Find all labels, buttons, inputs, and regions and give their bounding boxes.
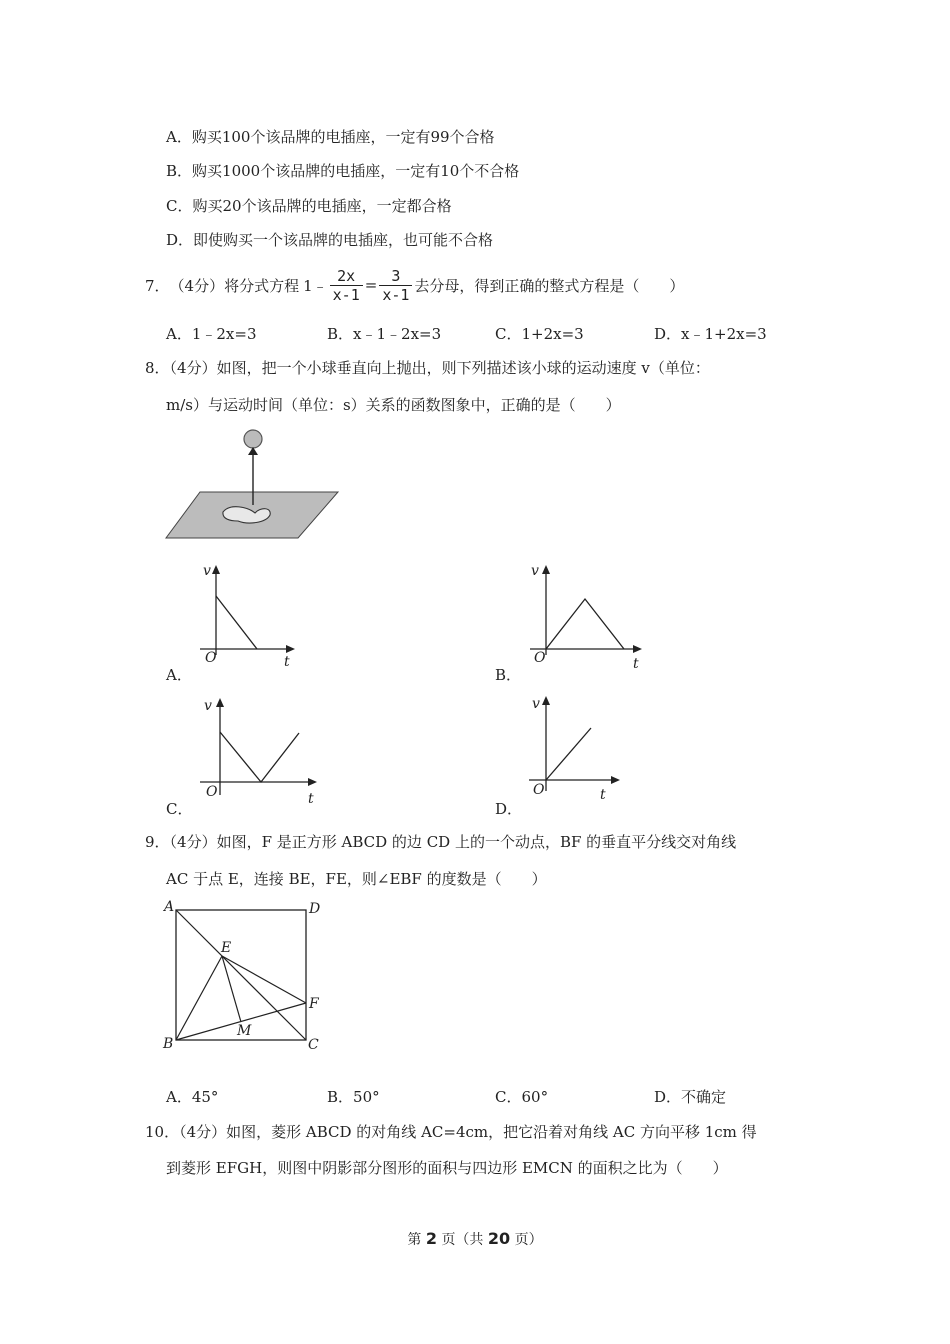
- q9-square-figure: [160, 896, 335, 1056]
- point-b-label: B: [163, 1036, 174, 1052]
- hand-icon: [223, 507, 270, 523]
- graph-a-line: [216, 596, 257, 649]
- q6-option-b: B．购买1000个该品牌的电插座，一定有10个不合格: [166, 162, 520, 180]
- point-c-label: C: [308, 1037, 319, 1053]
- q7-fraction-2-denominator: x-1: [382, 285, 410, 304]
- q6-option-a: A．购买100个该品牌的电插座，一定有99个合格: [166, 128, 495, 146]
- q10-line-1: 10．（4分）如图，菱形 ABCD 的对角线 AC=4cm，把它沿着对角线 AC 方向平移 1cm 得: [145, 1123, 757, 1141]
- q9-line-2: AC 于点 E，连接 BE，FE，则∠EBF 的度数是（ ）: [166, 870, 547, 888]
- graph-b-origin-label: O: [534, 650, 546, 666]
- point-a-label: A: [164, 899, 175, 915]
- q7-number: 7．: [145, 276, 170, 295]
- q8-option-c: C．: [166, 800, 193, 818]
- q7-fraction-1: [330, 267, 363, 304]
- graph-d-origin-label: O: [533, 782, 545, 798]
- graph-c-line: [220, 732, 299, 782]
- footer-total-pages: 20: [487, 1229, 511, 1248]
- q7-option-d: D．x﹣1+2x=3: [654, 325, 767, 343]
- graph-d-v-label: v: [532, 696, 540, 712]
- footer-pre: 第: [407, 1232, 422, 1248]
- q7-fraction-1-numerator: 2x: [330, 267, 363, 286]
- graph-c-origin-label: O: [206, 784, 218, 800]
- q7-fraction-2-numerator: 3: [379, 267, 412, 286]
- q7-eq-sign: =: [364, 276, 378, 294]
- q8-line-2: m/s）与运动时间（单位：s）关系的函数图象中，正确的是（ ）: [166, 396, 621, 414]
- q8-graph-b: [525, 562, 650, 674]
- q10-line-2: 到菱形 EFGH，则图中阴影部分图形的面积与四边形 EMCN 的面积之比为（ ）: [166, 1159, 728, 1177]
- q8-option-b: B．: [495, 666, 522, 684]
- graph-a-t-label: t: [284, 654, 290, 670]
- q8-graph-a: [195, 562, 305, 674]
- footer-page-number: 2: [425, 1229, 437, 1248]
- q6-option-c: C．购买20个该品牌的电插座，一定都合格: [166, 197, 452, 215]
- graph-d-t-label: t: [600, 787, 606, 803]
- footer-mid: 页（共: [441, 1232, 484, 1248]
- graph-b-t-label: t: [633, 656, 639, 672]
- graph-a-v-label: v: [203, 563, 211, 579]
- graph-b-line: [546, 599, 624, 649]
- q8-graph-c: [198, 695, 323, 810]
- q7-score: （4分）将分式方程: [169, 276, 300, 295]
- point-m-label: M: [237, 1023, 252, 1039]
- point-d-label: D: [309, 901, 321, 917]
- graph-b-v-label: v: [531, 563, 539, 579]
- arrow-head-icon: [248, 447, 258, 455]
- ball-throw-figure: [160, 425, 345, 545]
- q7-stem: [145, 264, 684, 306]
- q8-line-1: 8．（4分）如图，把一个小球垂直向上抛出，则下列描述该小球的运动速度 v（单位：: [145, 359, 710, 377]
- graph-c-t-label: t: [308, 791, 314, 807]
- q9-option-d: D．不确定: [654, 1088, 727, 1106]
- q7-option-c: C．1+2x=3: [495, 325, 584, 343]
- segment-be: [176, 956, 222, 1040]
- graph-c-v-label: v: [204, 698, 212, 714]
- q7-eq-one: 1﹣: [303, 276, 328, 295]
- graph-d-line: [546, 728, 591, 780]
- q7-fraction-2: [379, 267, 412, 304]
- page-footer: [0, 1229, 950, 1249]
- q7-option-a: A．1﹣2x=3: [166, 325, 257, 343]
- q7-fraction-1-denominator: x-1: [332, 285, 360, 304]
- q7-rest: 去分母，得到正确的整式方程是（ ）: [414, 276, 685, 295]
- q9-line-1: 9．（4分）如图，F 是正方形 ABCD 的边 CD 上的一个动点，BF 的垂直平分线交对角线: [145, 833, 737, 851]
- q9-option-b: B．50°: [327, 1088, 380, 1106]
- q8-graph-d: [527, 693, 627, 808]
- q7-option-b: B．x﹣1﹣2x=3: [327, 325, 442, 343]
- q9-option-c: C．60°: [495, 1088, 549, 1106]
- q8-option-a: A．: [166, 666, 192, 684]
- footer-post: 页）: [514, 1232, 543, 1248]
- point-e-label: E: [221, 940, 232, 956]
- point-f-label: F: [309, 996, 319, 1012]
- q8-option-d: D．: [495, 800, 523, 818]
- q9-option-a: A．45°: [166, 1088, 219, 1106]
- q6-option-d: D．即使购买一个该品牌的电插座，也可能不合格: [166, 231, 494, 249]
- graph-a-origin-label: O: [205, 650, 217, 666]
- ball-icon: [244, 430, 262, 448]
- segment-fe: [222, 956, 306, 1003]
